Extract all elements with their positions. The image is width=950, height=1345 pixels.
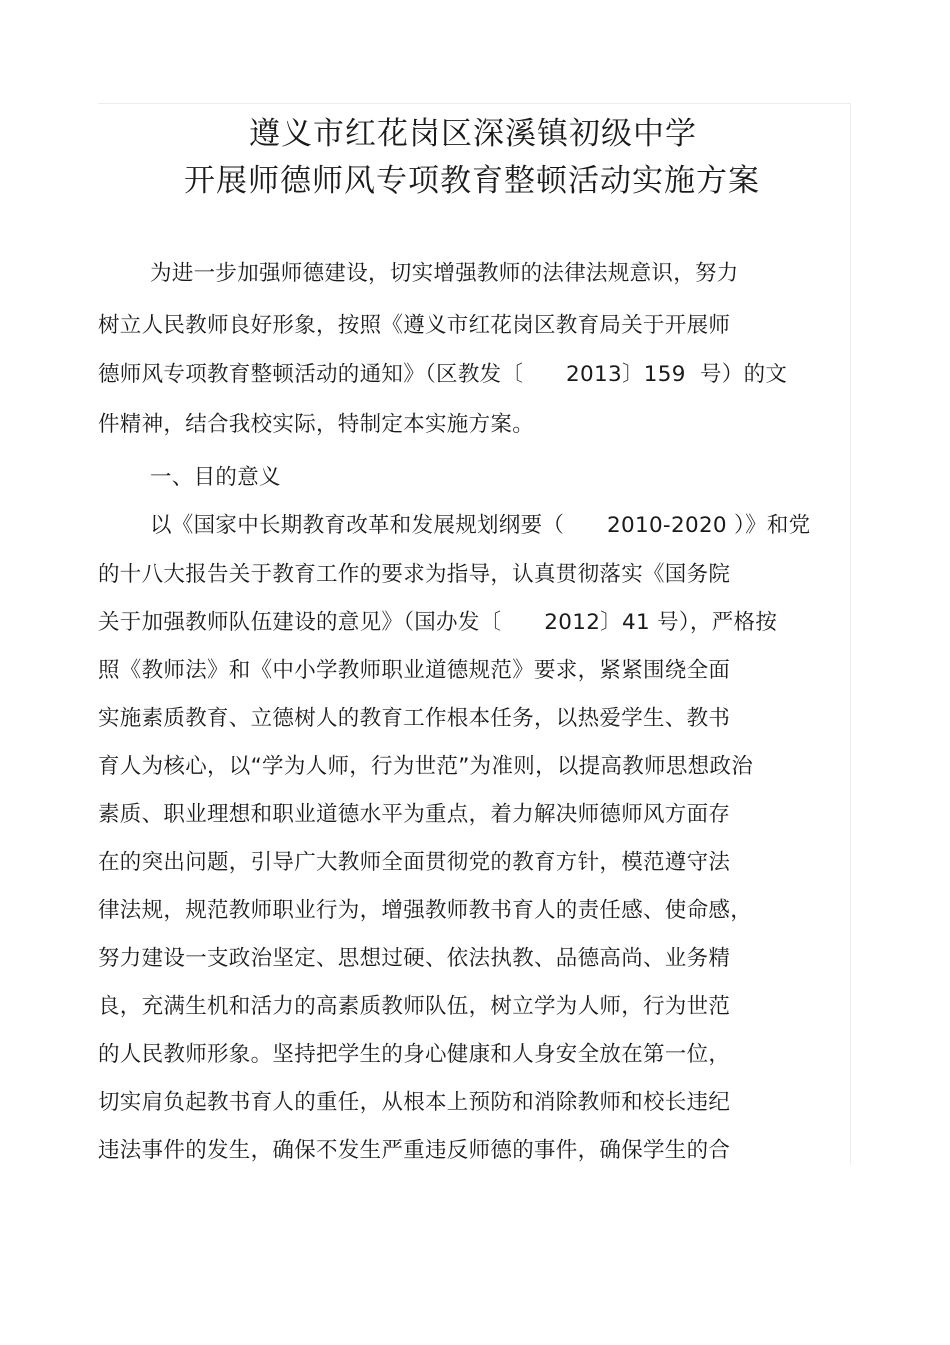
- document-title-line-1: 遵义市红花岗区深溪镇初级中学: [249, 116, 697, 152]
- text-line: 育人为核心，以“学为人师，行为世范”为准则，以提高教师思想政治: [98, 754, 754, 779]
- text-line: 的十八大报告关于教育工作的要求为指导，认真贯彻落实《国务院: [98, 562, 731, 587]
- text-line: 在的突出问题，引导广大教师全面贯彻党的教育方针，模范遵守法: [98, 850, 731, 875]
- text-line: 违法事件的发生，确保不发生严重违反师德的事件，确保学生的合: [98, 1138, 731, 1163]
- text-line: 关于加强教师队伍建设的意见》（国办发〔 2012〕41 号），严格按: [98, 610, 778, 635]
- text-line: 为进一步加强师德建设，切实增强教师的法律法规意识，努力: [150, 261, 739, 286]
- text-line: 照《教师法》和《中小学教师职业道德规范》要求，紧紧围绕全面: [98, 658, 731, 683]
- text-line: 素质、职业理想和职业道德水平为重点，着力解决师德师风方面存: [98, 802, 731, 827]
- text-line: 德师风专项教育整顿活动的通知》（区教发〔 2013〕159 号）的文: [98, 362, 788, 387]
- page-frame-top: [98, 103, 850, 104]
- text-line: 良，充满生机和活力的高素质教师队伍，树立学为人师，行为世范: [98, 994, 731, 1019]
- section-heading: 一、目的意义: [150, 465, 281, 490]
- page-frame-right: [850, 103, 851, 1165]
- text-line: 的人民教师形象。坚持把学生的身心健康和人身安全放在第一位，: [98, 1042, 731, 1067]
- text-line: 树立人民教师良好形象，按照《遵义市红花岗区教育局关于开展师: [98, 313, 731, 338]
- text-line: 律法规，规范教师职业行为，增强教师教书育人的责任感、使命感，: [98, 898, 753, 923]
- text-line: 努力建设一支政治坚定、思想过硬、依法执教、品德高尚、业务精: [98, 946, 731, 971]
- text-line: 件精神，结合我校实际，特制定本实施方案。: [98, 412, 535, 437]
- text-line: 以《国家中长期教育改革和发展规划纲要（ 2010-2020 ）》和党: [150, 513, 811, 538]
- text-line: 切实肩负起教书育人的重任，从根本上预防和消除教师和校长违纪: [98, 1090, 731, 1115]
- document-title-line-2: 开展师德师风专项教育整顿活动实施方案: [184, 163, 760, 199]
- text-line: 实施素质教育、立德树人的教育工作根本任务，以热爱学生、教书: [98, 706, 731, 731]
